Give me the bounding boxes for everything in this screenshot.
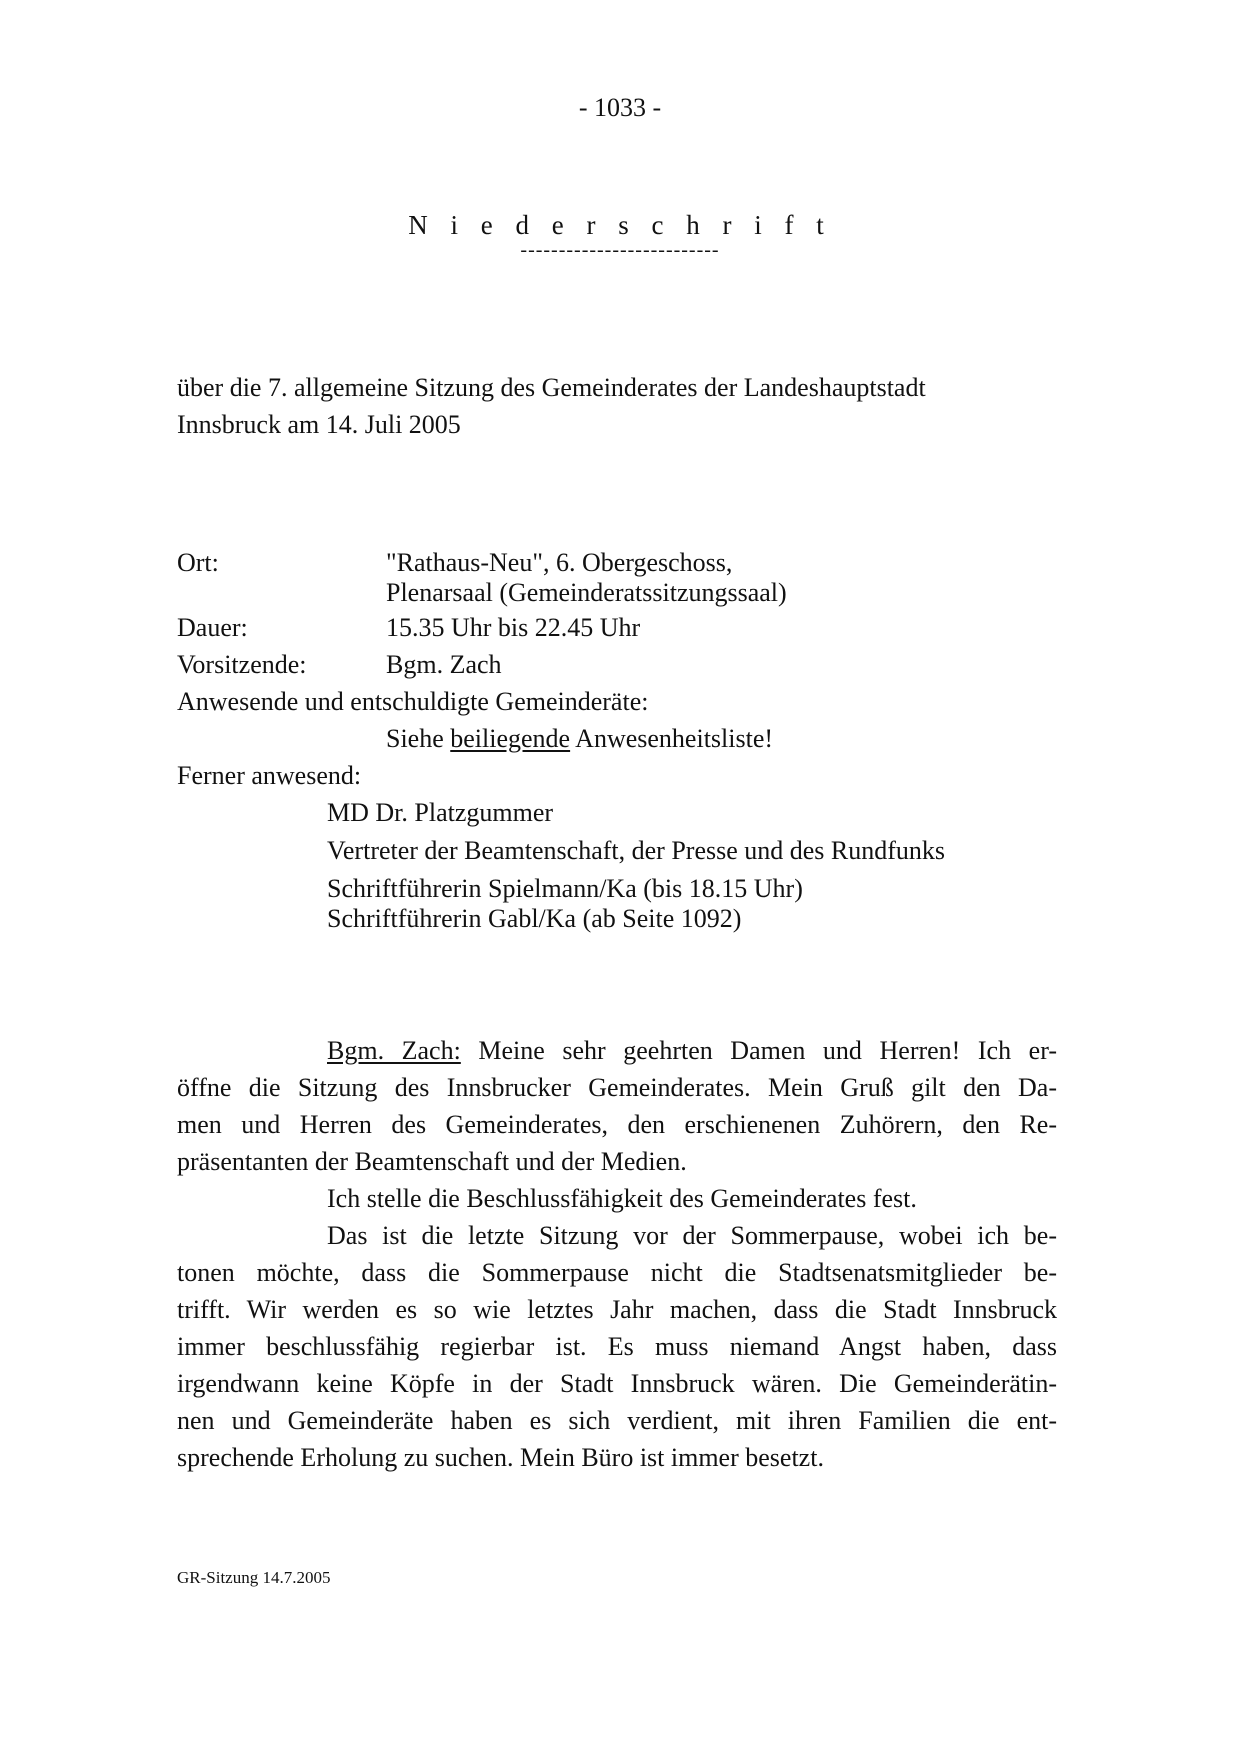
ferner-item: Schriftführerin Spielmann/Ka (bis 18.15 Uhr) — [327, 874, 803, 903]
ort-value: "Rathaus-Neu", 6. Obergeschoss, — [386, 548, 733, 577]
speech-line: men und Herren des Gemeinderates, den erschienenen Zuhörern, den Re- — [177, 1110, 1057, 1139]
vorsitz-label: Vorsitzende: — [177, 650, 307, 679]
dauer-label: Dauer: — [177, 613, 248, 642]
anwesende-label: Anwesende und entschuldigte Gemeinderäte: — [177, 687, 649, 716]
speaker-name: Bgm. Zach: — [327, 1036, 461, 1065]
speech-line: öffne die Sitzung des Innsbrucker Gemeinderates. Mein Gruß gilt den Da- — [177, 1073, 1057, 1102]
title-underline: -------------------------- — [520, 239, 720, 261]
ferner-item: Vertreter der Beamtenschaft, der Presse und des Rundfunks — [327, 836, 946, 865]
document-title: N i e d e r s c h r i f t — [408, 210, 832, 240]
speech-line: irgendwann keine Köpfe in der Stadt Innsbruck wären. Die Gemeinderätin- — [177, 1369, 1057, 1398]
page-footer: GR-Sitzung 14.7.2005 — [177, 1568, 331, 1587]
vorsitz-value: Bgm. Zach — [386, 650, 502, 679]
ferner-item: MD Dr. Platzgummer — [327, 798, 554, 827]
speech-line: nen und Gemeinderäte haben es sich verdient, mit ihren Familien die ent- — [177, 1406, 1057, 1435]
dauer-value: 15.35 Uhr bis 22.45 Uhr — [386, 613, 641, 642]
ort-label: Ort: — [177, 548, 219, 577]
speech-line: immer beschlussfähig regierbar ist. Es muss niemand Angst haben, dass — [177, 1332, 1057, 1361]
speech-text: Meine sehr geehrten Damen und Herren! Ich er- — [460, 1036, 1057, 1065]
ferner-label: Ferner anwesend: — [177, 761, 362, 790]
intro-line: über die 7. allgemeine Sitzung des Gemeinderates der Landeshauptstadt — [177, 373, 926, 402]
speech-line: tonen möchte, dass die Sommerpause nicht die Stadtsenatsmitglieder be- — [177, 1258, 1057, 1287]
anwesende-underlined: beiliegende — [450, 724, 571, 753]
ort-value: Plenarsaal (Gemeinderatssitzungssaal) — [386, 578, 787, 607]
anwesende-pre: Siehe — [386, 724, 451, 753]
speech-line: präsentanten der Beamtenschaft und der Medien. — [177, 1147, 687, 1176]
anwesende-post: Anwesenheitsliste! — [570, 724, 774, 753]
page-number: - 1033 - — [578, 93, 662, 122]
speech-line — [327, 1036, 1057, 1066]
intro-line: Innsbruck am 14. Juli 2005 — [177, 410, 461, 439]
ferner-item: Schriftführerin Gabl/Ka (ab Seite 1092) — [327, 904, 742, 933]
speech-line: Das ist die letzte Sitzung vor der Sommerpause, wobei ich be- — [327, 1221, 1057, 1250]
speech-line: sprechende Erholung zu suchen. Mein Büro ist immer besetzt. — [177, 1443, 824, 1472]
speech-line: Ich stelle die Beschlussfähigkeit des Gemeinderates fest. — [327, 1184, 917, 1213]
anwesende-value — [386, 724, 773, 754]
speech-line: trifft. Wir werden es so wie letztes Jahr machen, dass die Stadt Innsbruck — [177, 1295, 1057, 1324]
